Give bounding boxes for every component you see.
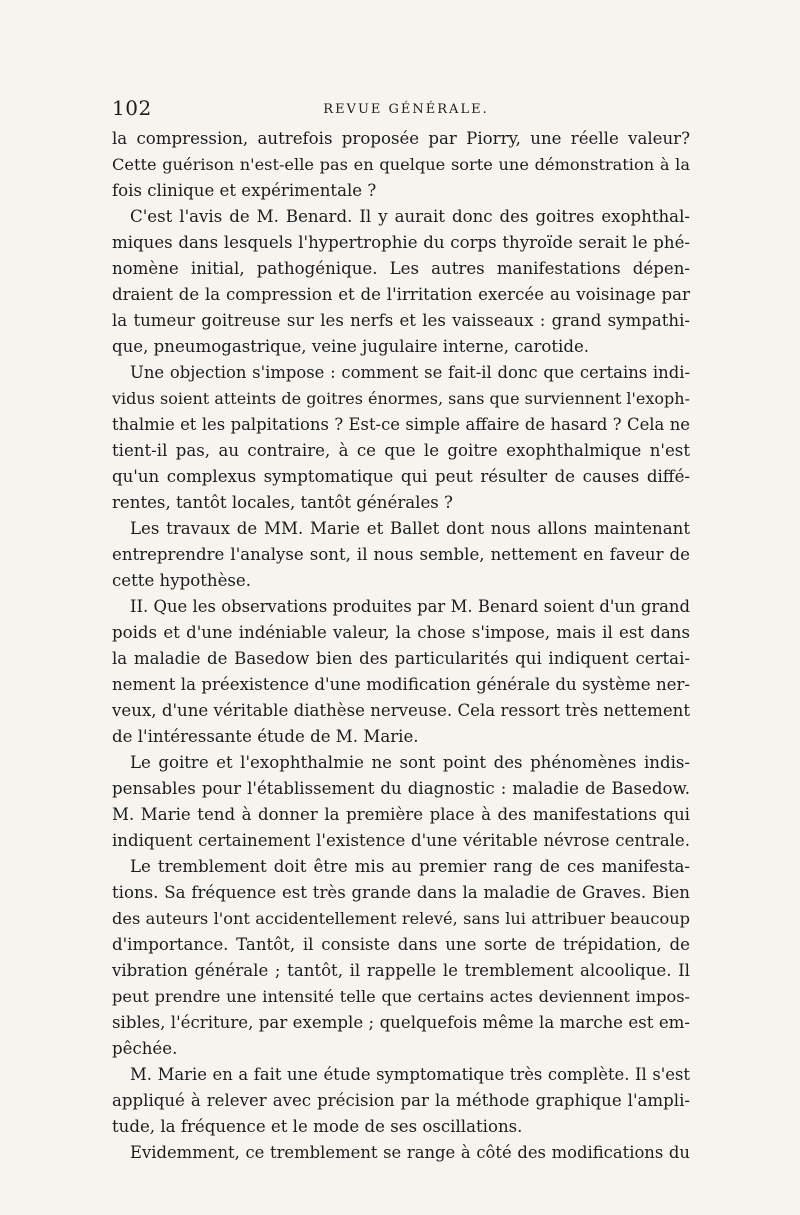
text-line: pensables pour l'établissement du diagnostic : maladie de Basedow. — [112, 779, 690, 798]
text-line: cette hypothèse. — [112, 571, 252, 590]
text-line: peut prendre une intensité telle que certains actes deviennent impos- — [112, 987, 690, 1006]
running-head: REVUE GÉNÉRALE. — [323, 102, 489, 117]
text-line: de l'intéressante étude de M. Marie. — [112, 727, 419, 746]
text-line: appliqué à relever avec précision par la méthode graphique l'ampli- — [112, 1091, 690, 1110]
text-line: entreprendre l'analyse sont, il nous semble, nettement en faveur de — [112, 545, 690, 564]
text-line: nement la préexistence d'une modification générale du système ner- — [112, 675, 690, 694]
text-line: la tumeur goitreuse sur les nerfs et les vaisseaux : grand sympathi- — [112, 311, 690, 330]
text-line: C'est l'avis de M. Benard. Il y aurait donc des goitres exophthal- — [130, 207, 690, 226]
text-line: qu'un complexus symptomatique qui peut résulter de causes diffé- — [112, 467, 690, 486]
text-line: sibles, l'écriture, par exemple ; quelquefois même la marche est em- — [112, 1013, 690, 1032]
text-line: draient de la compression et de l'irritation exercée au voisinage par — [112, 285, 690, 304]
text-line: Les travaux de MM. Marie et Ballet dont nous allons maintenant — [130, 519, 690, 538]
text-line: rentes, tantôt locales, tantôt générales ? — [112, 493, 453, 512]
text-line: Une objection s'impose : comment se fait-il donc que certains indi- — [130, 363, 690, 382]
text-line: thalmie et les palpitations ? Est-ce simple affaire de hasard ? Cela ne — [112, 415, 690, 434]
page-number: 102 — [112, 96, 152, 120]
text-line: Le goitre et l'exophthalmie ne sont point des phénomènes indis- — [130, 753, 690, 772]
text-line: miques dans lesquels l'hypertrophie du corps thyroïde serait le phé- — [112, 233, 690, 252]
text-line: II. Que les observations produites par M. Benard soient d'un grand — [130, 597, 690, 616]
text-line: fois clinique et expérimentale ? — [112, 181, 377, 200]
body-text — [112, 126, 690, 1166]
text-line: tude, la fréquence et le mode de ses oscillations. — [112, 1117, 523, 1136]
text-line: la maladie de Basedow bien des particularités qui indiquent certai- — [112, 649, 690, 668]
text-line: que, pneumogastrique, veine jugulaire interne, carotide. — [112, 337, 590, 356]
text-line: M. Marie en a fait une étude symptomatique très complète. Il s'est — [130, 1065, 690, 1084]
page-header — [112, 96, 700, 122]
text-line: pêchée. — [112, 1039, 178, 1058]
text-line: vidus soient atteints de goitres énormes, sans que surviennent l'exoph- — [112, 389, 690, 408]
text-line: veux, d'une véritable diathèse nerveuse. Cela ressort très nettement — [112, 701, 690, 720]
text-line: la compression, autrefois proposée par Piorry, une réelle valeur? — [112, 129, 690, 148]
text-line: M. Marie tend à donner la première place à des manifestations qui — [112, 805, 690, 824]
text-line: poids et d'une indéniable valeur, la chose s'impose, mais il est dans — [112, 623, 690, 642]
text-line: des auteurs l'ont accidentellement relevé, sans lui attribuer beaucoup — [112, 909, 690, 928]
text-line: tient-il pas, au contraire, à ce que le goitre exophthalmique n'est — [112, 441, 690, 460]
text-line: d'importance. Tantôt, il consiste dans une sorte de trépidation, de — [112, 935, 690, 954]
text-line: Cette guérison n'est-elle pas en quelque sorte une démonstration à la — [112, 155, 690, 174]
text-line: indiquent certainement l'existence d'une véritable névrose centrale. — [112, 831, 690, 850]
text-line: vibration générale ; tantôt, il rappelle le tremblement alcoolique. Il — [112, 961, 690, 980]
text-line: nomène initial, pathogénique. Les autres manifestations dépen- — [112, 259, 690, 278]
text-line: Evidemment, ce tremblement se range à côté des modifications du — [130, 1143, 690, 1162]
text-line: tions. Sa fréquence est très grande dans la maladie de Graves. Bien — [112, 883, 690, 902]
text-line: Le tremblement doit être mis au premier rang de ces manifesta- — [130, 857, 690, 876]
